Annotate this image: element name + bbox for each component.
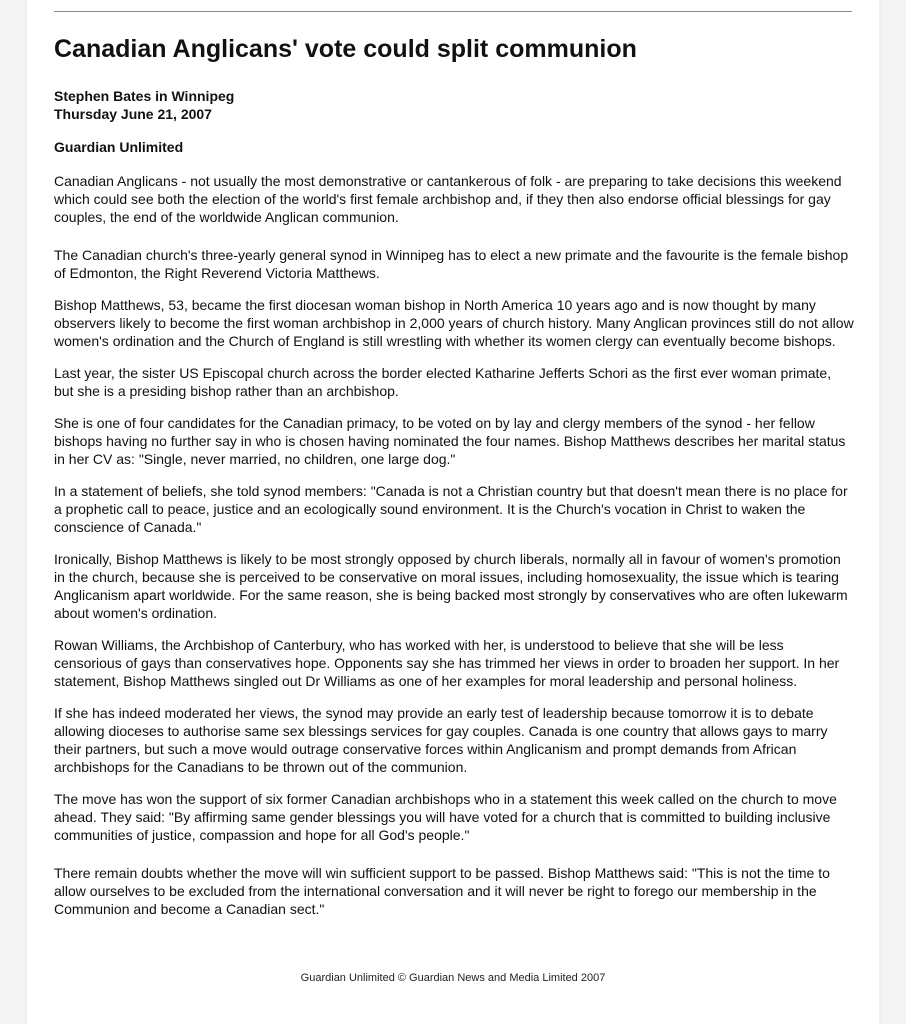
- article-body: [54, 172, 854, 918]
- byline-date: Thursday June 21, 2007: [54, 106, 212, 122]
- article-page: [27, 0, 879, 1024]
- article-headline: Canadian Anglicans' vote could split communion: [54, 35, 637, 63]
- paragraph: If she has indeed moderated her views, the synod may provide an early test of leadership because tomorrow it is to debate allowing dioceses to authorise same sex blessings services for gay couples. Canada is one country that allows gays to marry their partners, but such a move would outrage conservative forces within Anglicanism and prompt demands from African archbishops for the Canadians to be thrown out of the communion.: [54, 705, 828, 775]
- byline: [54, 87, 854, 123]
- paragraph: There remain doubts whether the move will win sufficient support to be passed. Bishop Matthews said: "This is not the time to allow ourselves to be excluded from the international conversation and it will never be right to forego our membership in the Communion and become a Canadian sect.": [54, 865, 830, 917]
- paragraph: Rowan Williams, the Archbishop of Canterbury, who has worked with her, is understood to believe that she will be less censorious of gays than conservatives hope. Opponents say she has trimmed her views in order to broaden her support. In her statement, Bishop Matthews singled out Dr Williams as one of her examples for moral leadership and personal holiness.: [54, 637, 840, 689]
- paragraph: In a statement of beliefs, she told synod members: "Canada is not a Christian country but that doesn't mean there is no place for a prophetic call to peace, justice and an ecologically sound environment. It is the Church's vocation in Christ to waken the conscience of Canada.": [54, 483, 848, 535]
- paragraph: The move has won the support of six former Canadian archbishops who in a statement this week called on the church to move ahead. They said: "By affirming same gender blessings you will have voted for a church that is committed to building inclusive communities of justice, compassion and hope for all God's people.": [54, 791, 837, 843]
- paragraph: Bishop Matthews, 53, became the first diocesan woman bishop in North America 10 years ago and is now thought by many observers likely to become the first woman archbishop in 2,000 years of church history. Many Anglican provinces still do not allow women's ordination and the Church of England is still wrestling with whether its women clergy can eventually become bishops.: [54, 297, 854, 349]
- paragraph: The Canadian church's three-yearly general synod in Winnipeg has to elect a new primate and the favourite is the female bishop of Edmonton, the Right Reverend Victoria Matthews.: [54, 247, 849, 281]
- paragraph: Canadian Anglicans - not usually the most demonstrative or cantankerous of folk - are preparing to take decisions this weekend which could see both the election of the world's first female archbishop and, if they then also endorse official blessings for gay couples, the end of the worldwide Anglican communion.: [54, 173, 842, 225]
- article-content: [54, 31, 854, 932]
- paragraph: Last year, the sister US Episcopal church across the border elected Katharine Jefferts Schori as the first ever woman primate, but she is a presiding bishop rather than an archbishop.: [54, 365, 832, 399]
- paragraph: She is one of four candidates for the Canadian primacy, to be voted on by lay and clergy members of the synod - her fellow bishops having no further say in who is chosen having nominated the four names. Bishop Matthews describes her marital status in her CV as: "Single, never married, no children, one large dog.": [54, 415, 846, 467]
- paragraph: Ironically, Bishop Matthews is likely to be most strongly opposed by church liberals, normally all in favour of women's promotion in the church, because she is perceived to be conservative on moral issues, including homosexuality, the issue which is tearing Anglicanism apart worldwide. For the same reason, she is being backed most strongly by conservatives who are often lukewarm about women's ordination.: [54, 551, 848, 621]
- top-divider: [54, 11, 852, 12]
- copyright-footer: Guardian Unlimited © Guardian News and Media Limited 2007: [300, 972, 606, 984]
- byline-author: Stephen Bates in Winnipeg: [54, 88, 235, 104]
- source-label: Guardian Unlimited: [54, 139, 184, 155]
